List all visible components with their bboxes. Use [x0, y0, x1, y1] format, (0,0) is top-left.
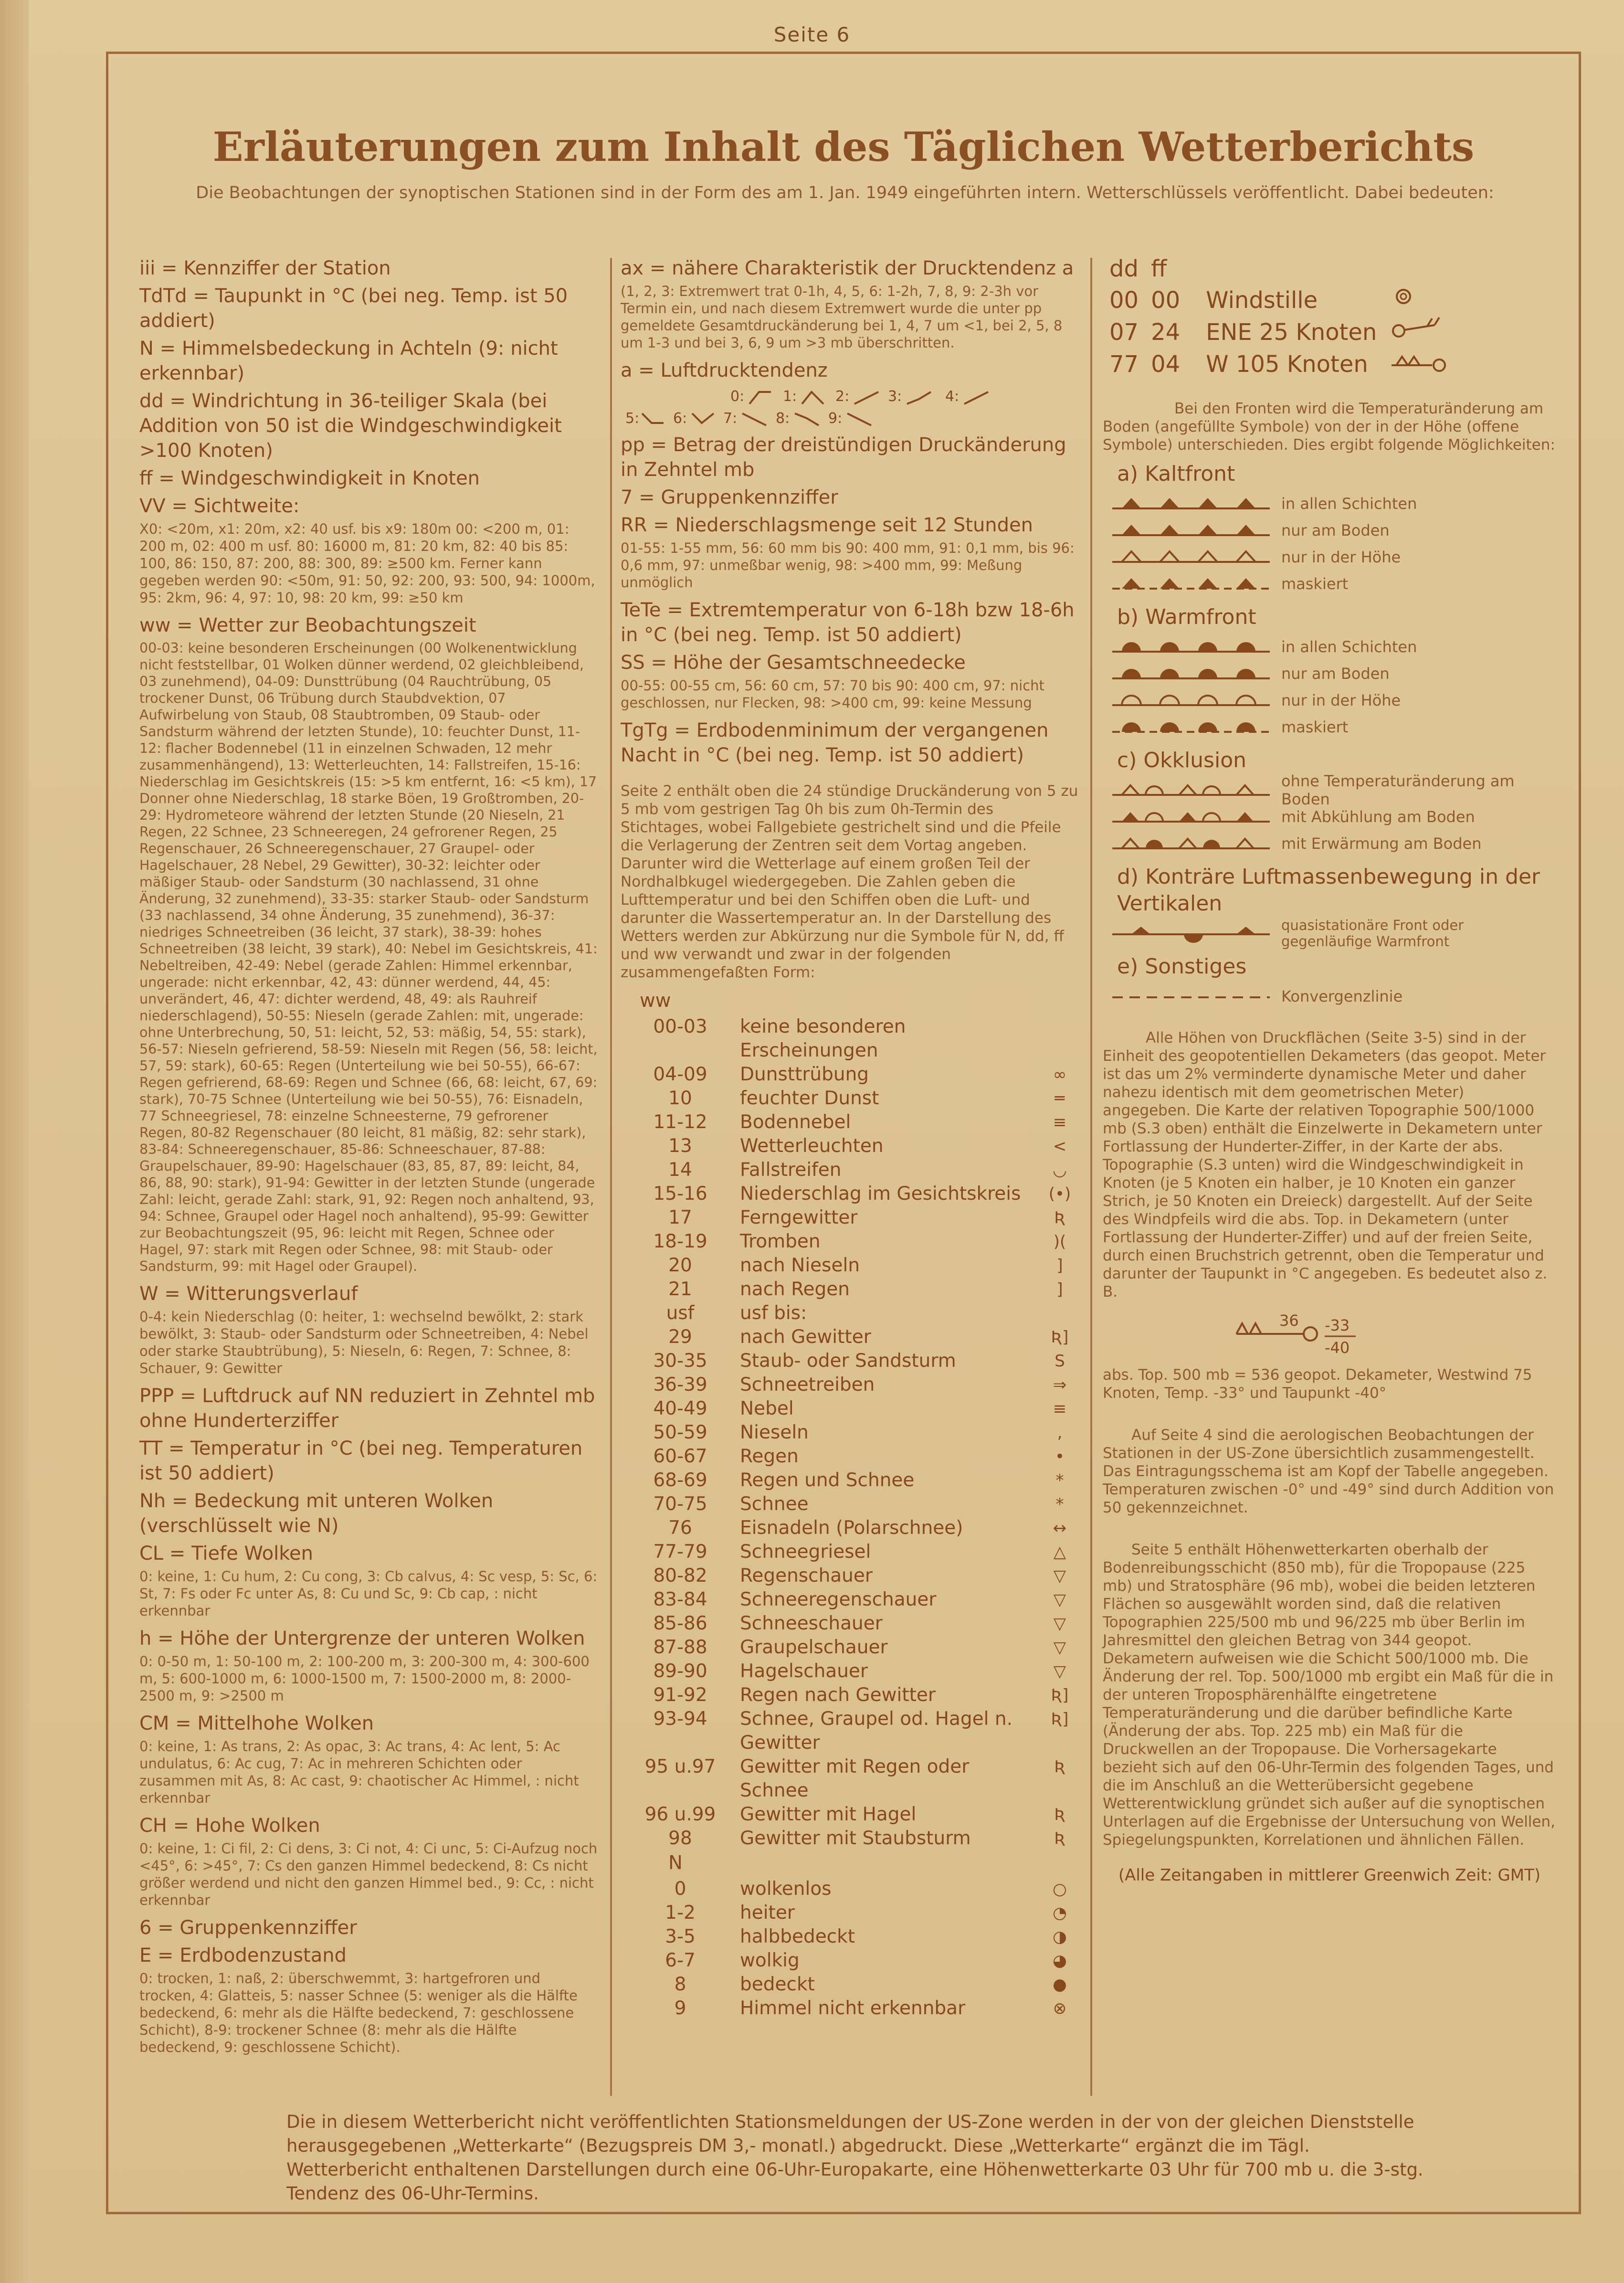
weather-symbol-icon [1041, 1301, 1079, 1325]
code-description: wolkig [740, 1950, 800, 1971]
weather-symbol-icon: ▽ [1053, 1614, 1066, 1633]
front-row [1112, 517, 1556, 544]
weather-symbol-icon: Ʀ] [1051, 1686, 1069, 1705]
code-description: halbbedeckt [740, 1926, 855, 1947]
wind-row [1104, 349, 1457, 380]
weather-symbol-icon: )( [1053, 1232, 1066, 1251]
page-number: Seite 6 [773, 23, 851, 46]
svg-text:8:: 8: [776, 410, 790, 427]
code-value: 40-49 [653, 1398, 707, 1419]
code-value: 9 [674, 1998, 686, 2019]
code-row [621, 1230, 1079, 1254]
svg-text:3:: 3: [888, 388, 902, 405]
wind-barb-icon [1383, 349, 1457, 380]
page-subtitle: Die Beobachtungen der synoptischen Stationen sind in der Form des am 1. Jan. 1949 eingeführten intern. Wetterschlüssels veröffentlicht. Dabei bedeuten: [196, 183, 1494, 202]
wind-ff: 00 [1151, 286, 1181, 314]
ww-label: ww [640, 990, 671, 1012]
wind-header-ff: ff [1151, 255, 1167, 282]
wind-row [1104, 285, 1457, 316]
code-description: feuchter Dunst [740, 1088, 879, 1109]
code-row [621, 1421, 1079, 1445]
weather-symbol-icon: ═ [1055, 1089, 1065, 1108]
front-row [1112, 830, 1556, 857]
svg-text:5:: 5: [625, 410, 640, 427]
code-description: Gewitter mit Staubsturm [740, 1828, 971, 1849]
weather-symbol-icon: ◕ [1053, 1951, 1067, 1970]
seite5-text: Seite 5 enthält Höhenwetterkarten oberhalb der Bodenreibungsschicht (850 mb), für die Tropopause (225 mb) und Stratosphäre (96 mb), wobei die beiden letzteren Flächen so ausgewählt worden sind, daß die relativen Topographien 225/500 mb und 96/225 mb über Berlin im Jahresmittel den gleichen Betrag von 344 geopot. Dekametern aufweisen wie die Schicht 500/1000 mb. Die Änderung der rel. Top. 500/1000 mb ergibt ein Maß für die in der unteren Troposphärenhälfte eingetretene Temperaturänderung und die darüber befindliche Karte (Änderung der abs. Top. 225 mb) ein Maß für die Druckwellen an der Tropopause. Die Vorhersagekarte bezieht sich auf den 06-Uhr-Termin des folgenden Tages, und die im Anschluß an die Wetterübersicht gegebene Wetterentwicklung gründet sich außer auf die synoptischen Unterlagen auf die Ergebnisse der Untersuchung von Wellen, Spiegelungspunkten, Korrelationen und ähnlichen Fällen. [1103, 1541, 1555, 1849]
code-value: 15-16 [653, 1183, 707, 1205]
code-description: Schneetreiben [740, 1374, 875, 1395]
weather-symbol-icon: ⇒ [1053, 1375, 1067, 1395]
code-row [621, 1397, 1079, 1421]
code-description: Tromben [740, 1231, 821, 1252]
code-description: Gewitter mit Hagel [740, 1804, 917, 1825]
code-row [621, 1901, 1079, 1925]
code-description: Ferngewitter [740, 1207, 858, 1228]
wind-row [1104, 317, 1457, 348]
code-row [621, 1588, 1079, 1612]
weather-symbol-icon: ● [1053, 1975, 1067, 1994]
front-label: quasistationäre Front oder gegenläufige Warmfront [1281, 917, 1464, 950]
def-tete: TeTe = Extremtemperatur von 6-18h bzw 18-6h in °C (bei neg. Temp. ist 50 addiert) [621, 599, 1075, 646]
example-height: 36 [1279, 1311, 1299, 1330]
code-description: nach Nieseln [740, 1255, 860, 1276]
code-description: Regen und Schnee [740, 1469, 915, 1491]
weather-symbol-icon: • [1055, 1447, 1065, 1466]
front-symbol-icon [1112, 924, 1270, 943]
ch-text: 0: keine, 1: Ci fil, 2: Ci dens, 3: Ci not, 4: Ci unc, 5: Ci-Aufzug noch <45°, 6: >45°, 7: Cs den ganzen Himmel bedeckend, 8: Cs nicht größer werdend und nicht den ganzen Himmel bed., 9: Cc, : nicht erkennbar [139, 1840, 598, 1908]
wind-table [1103, 253, 1458, 380]
front-row [1112, 660, 1556, 687]
front-label: nur in der Höhe [1281, 691, 1401, 709]
code-description: Wetterleuchten [740, 1135, 884, 1157]
weather-symbol-icon: ▽ [1053, 1566, 1066, 1585]
wind-dd: 00 [1109, 286, 1139, 314]
code-description: bedeckt [740, 1974, 815, 1995]
code-row [621, 1301, 1079, 1325]
code-description: Schnee, Graupel od. Hagel n. Gewitter [740, 1708, 1013, 1754]
def-cl: CL = Tiefe Wolken [139, 1543, 313, 1564]
code-value: 10 [668, 1088, 692, 1109]
wind-header-dd: dd [1109, 255, 1139, 282]
code-value: 68-69 [653, 1469, 707, 1491]
code-description: Schneeregenschauer [740, 1589, 937, 1610]
front-label: nur am Boden [1281, 665, 1390, 683]
wind-text: Windstille [1206, 286, 1318, 314]
page-edge [0, 0, 29, 2283]
front-symbol-icon [1112, 807, 1270, 826]
code-value: 6-7 [665, 1950, 696, 1971]
def-ss: SS = Höhe der Gesamtschneedecke [621, 652, 966, 674]
code-description: Himmel nicht erkennbar [740, 1998, 966, 2019]
def-n: N = Himmelsbedeckung in Achteln (9: nicht erkennbar) [139, 338, 558, 384]
def-pp: pp = Betrag der dreistündigen Druckänderung in Zehntel mb [621, 434, 1066, 481]
wind-text: ENE 25 Knoten [1206, 318, 1377, 346]
front-label: nur in der Höhe [1281, 548, 1401, 566]
code-description: heiter [740, 1902, 795, 1924]
code-description: Regen nach Gewitter [740, 1684, 936, 1706]
station-example-icon [1227, 1308, 1418, 1365]
def-7: 7 = Gruppenkennziffer [621, 486, 838, 508]
weather-symbol-icon: < [1053, 1137, 1067, 1156]
fronten-text: Bei den Fronten wird die Temperaturänderung am Boden (angefüllte Symbole) von der in der Höhe (offene Symbole) unterschieden. Dies ergibt folgende Möglichkeiten: [1103, 400, 1555, 454]
code-row [621, 1445, 1079, 1469]
convergence-line-icon [1112, 987, 1270, 1006]
n-code-table [621, 1877, 1079, 2020]
code-description: Eisnadeln (Polarschnee) [740, 1517, 963, 1539]
column-divider [1090, 258, 1092, 2096]
code-row [621, 1087, 1079, 1110]
weather-symbol-icon: , [1057, 1423, 1063, 1442]
code-description: nach Gewitter [740, 1326, 871, 1348]
code-value: 18-19 [653, 1231, 707, 1252]
code-value: 93-94 [653, 1708, 707, 1730]
code-value: 8 [674, 1974, 686, 1995]
ww-code-table [621, 1015, 1079, 1850]
code-row [621, 1540, 1079, 1564]
code-value: 17 [668, 1207, 692, 1228]
svg-text:0:: 0: [730, 388, 745, 405]
front-row [1112, 687, 1556, 714]
front-symbol-icon [1112, 834, 1270, 853]
code-value: 0 [674, 1878, 686, 1900]
example-dewpoint: -40 [1325, 1339, 1350, 1357]
code-row [621, 1134, 1079, 1158]
weather-symbol-icon [1041, 1015, 1079, 1063]
code-value: 89-90 [653, 1660, 707, 1682]
def-h: h = Höhe der Untergrenze der unteren Wolken [139, 1628, 585, 1649]
def-ax: ax = nähere Charakteristik der Drucktendenz a [621, 257, 1074, 279]
front-row [1112, 634, 1556, 660]
calm-symbol-icon [1383, 285, 1457, 316]
code-row [621, 1949, 1079, 1973]
front-row [1112, 983, 1556, 1010]
code-description: Schneegriesel [740, 1541, 871, 1563]
weather-symbol-icon: Ʀ [1054, 1208, 1065, 1227]
code-description: Staub- oder Sandsturm [740, 1350, 956, 1372]
w-heading: W = Witterungsverlauf [139, 1283, 358, 1305]
code-value: 13 [668, 1135, 692, 1157]
weather-symbol-icon: Ʀ [1054, 1757, 1065, 1776]
front-symbol-icon [1112, 637, 1270, 656]
code-row [621, 1278, 1079, 1301]
code-value: 1-2 [665, 1902, 696, 1924]
weather-symbol-icon: ▽ [1053, 1662, 1066, 1681]
code-value: 00-03 [653, 1016, 707, 1037]
code-row [621, 1182, 1079, 1206]
wind-ff: 24 [1151, 318, 1181, 346]
weather-symbol-icon: ○ [1053, 1880, 1067, 1899]
code-description: Regenschauer [740, 1565, 873, 1586]
kontraer-heading: d) Konträre Luftmassenbewegung in der Vertikalen [1117, 865, 1540, 916]
code-row [621, 1827, 1079, 1850]
code-description: Nebel [740, 1398, 794, 1419]
code-description: nach Regen [740, 1279, 850, 1300]
def-dd: dd = Windrichtung in 36-teiliger Skala (bei Addition von 50 ist die Windgeschwindigkeit >100 Knoten) [139, 390, 562, 462]
code-value: 14 [668, 1159, 692, 1181]
front-label: ohne Temperaturänderung am Boden [1281, 772, 1515, 808]
front-row [1112, 714, 1556, 740]
front-symbol-icon [1112, 494, 1270, 513]
weather-symbol-icon: (•) [1048, 1184, 1071, 1204]
code-value: 98 [668, 1828, 692, 1849]
code-row [621, 1158, 1079, 1182]
def-6: 6 = Gruppenkennziffer [139, 1917, 357, 1939]
code-value: 29 [668, 1326, 692, 1348]
code-value: usf [666, 1302, 695, 1324]
wind-dd: 07 [1109, 318, 1139, 346]
code-row [621, 1516, 1079, 1540]
front-label: in allen Schichten [1281, 495, 1417, 513]
code-row [621, 1925, 1079, 1949]
code-value: 04-09 [653, 1064, 707, 1085]
code-description: Hagelschauer [740, 1660, 868, 1682]
code-value: 70-75 [653, 1493, 707, 1515]
code-value: 11-12 [653, 1111, 707, 1133]
weather-symbol-icon: Ʀ [1054, 1829, 1065, 1848]
def-cm: CM = Mittelhohe Wolken [139, 1712, 374, 1734]
code-description: Fallstreifen [740, 1159, 842, 1181]
code-value: 95 u.97 [644, 1756, 716, 1777]
cm-text: 0: keine, 1: As trans, 2: As opac, 3: Ac trans, 4: Ac lent, 5: Ac undulatus, 6: Ac cug, 7: Ac in mehreren Schichten oder zusammen mit As, 8: Ac cast, 9: chaotischer Ac Himmel, : nicht erkennbar [139, 1738, 579, 1806]
code-value: 83-84 [653, 1589, 707, 1610]
weather-symbol-icon: * [1055, 1471, 1064, 1490]
def-ff: ff = Windgeschwindigkeit in Knoten [139, 467, 480, 489]
svg-text:6:: 6: [673, 410, 687, 427]
def-a: a = Luftdrucktendenz [621, 359, 828, 381]
code-description: Schnee [740, 1493, 809, 1515]
code-row [621, 1803, 1079, 1827]
wind-dd: 77 [1109, 350, 1139, 378]
def-iii: iii = Kennziffer der Station [139, 257, 391, 279]
weather-symbol-icon: ↔ [1053, 1519, 1067, 1538]
column-middle [621, 253, 1079, 2020]
weather-symbol-icon: ∞ [1053, 1065, 1067, 1084]
code-value: 30-35 [653, 1350, 707, 1372]
code-value: 3-5 [665, 1926, 696, 1947]
code-row [621, 1997, 1079, 2020]
def-tdtd: TdTd = Taupunkt in °C (bei neg. Temp. ist 50 addiert) [139, 285, 568, 332]
front-symbol-icon [1112, 664, 1270, 683]
code-row [621, 1564, 1079, 1588]
weather-symbol-icon: ◑ [1053, 1927, 1067, 1946]
page-title: Erläuterungen zum Inhalt des Täglichen Wetterberichts [212, 123, 1475, 170]
rr-text: 01-55: 1-55 mm, 56: 60 mm bis 90: 400 mm, 91: 0,1 mm, bis 96: 0,6 mm, 97: unmeßbar wenig, 98: >400 mm, 99: Meßung unmöglich [621, 540, 1075, 591]
front-row [1112, 544, 1556, 571]
code-value: 20 [668, 1255, 692, 1276]
abs-top-text: abs. Top. 500 mb = 536 geopot. Dekameter, Westwind 75 Knoten, Temp. -33° und Taupunkt -40° [1103, 1366, 1532, 1402]
kaltfront-heading: a) Kaltfront [1117, 462, 1235, 486]
code-description: Regen [740, 1446, 799, 1467]
code-description: Nieseln [740, 1422, 809, 1443]
weather-symbol-icon: * [1055, 1495, 1064, 1514]
svg-text:2:: 2: [835, 388, 850, 405]
h-text: 0: 0-50 m, 1: 50-100 m, 2: 100-200 m, 3: 200-300 m, 4: 300-600 m, 5: 600-1000 m, 6: 1000-1500 m, 7: 1500-2000 m, 8: 2000-2500 m, 9: >2500 m [139, 1653, 590, 1704]
footer-note: Die in diesem Wetterbericht nicht veröffentlichten Stationsmeldungen der US-Zone werden in der von der gleichen Dienststelle herausgegebenen „Wetterkarte“ (Bezugspreis DM 3,- monatl.) abgedruckt. Diese „Wetterkarte“ ergänzt die im Tägl. Wetterbericht enthaltenen Darstellungen durch eine 06-Uhr-Europakarte, eine Höhenwetterkarte 03 Uhr für 700 mb u. die 3-stg. Tendenz des 06-Uhr-Termins. [286, 2112, 1424, 2204]
station-example [1227, 1308, 1556, 1365]
def-ppp: PPP = Luftdruck auf NN reduziert in Zehntel mb ohne Hunderterziffer [139, 1385, 595, 1432]
code-row [621, 1063, 1079, 1087]
code-row [621, 1349, 1079, 1373]
code-description: Bodennebel [740, 1111, 851, 1133]
wind-barb-icon [1383, 317, 1457, 348]
front-label: in allen Schichten [1281, 638, 1417, 656]
front-label: nur am Boden [1281, 521, 1390, 539]
ww-heading: ww = Wetter zur Beobachtungszeit [139, 614, 476, 636]
code-description: usf bis: [740, 1302, 807, 1324]
front-label: maskiert [1281, 718, 1349, 736]
code-row [621, 1612, 1079, 1636]
front-symbol-icon [1112, 781, 1270, 800]
wind-ff: 04 [1151, 350, 1181, 378]
code-value: 80-82 [653, 1565, 707, 1586]
tendency-symbols [621, 385, 1050, 428]
code-row [621, 1373, 1079, 1397]
code-row [621, 1659, 1079, 1683]
svg-text:1:: 1: [783, 388, 797, 405]
code-row [621, 1015, 1079, 1063]
weather-symbol-icon: ◔ [1053, 1903, 1067, 1923]
front-row [1112, 490, 1556, 517]
code-row [621, 1206, 1079, 1230]
wind-text: W 105 Knoten [1206, 350, 1368, 378]
ax-text: (1, 2, 3: Extremwert trat 0-1h, 4, 5, 6: 1-2h, 7, 8, 9: 2-3h vor Termin ein, und nach diesem Extremwert wurde die unter pp gemeldete Gesamtdruckänderung bei 1, 4, 7 um <1, bei 2, 5, 8 um 1-3 und bei 3, 6, 9 um >3 mb überschritten. [621, 283, 1063, 351]
code-value: 76 [668, 1517, 692, 1539]
weather-symbol-icon: ≡ [1053, 1399, 1067, 1418]
front-label: maskiert [1281, 575, 1349, 593]
front-symbol-icon [1112, 521, 1270, 540]
front-symbol-icon [1112, 574, 1270, 593]
code-row [621, 1110, 1079, 1134]
def-vv: VV = Sichtweite: [139, 495, 300, 517]
code-description: Schneeschauer [740, 1613, 883, 1634]
code-value: 91-92 [653, 1684, 707, 1706]
code-value: 96 u.99 [644, 1804, 716, 1825]
def-nh: Nh = Bedeckung mit unteren Wolken (verschlüsselt wie N) [139, 1490, 494, 1537]
def-rr: RR = Niederschlagsmenge seit 12 Stunden [621, 514, 1033, 536]
front-symbol-icon [1112, 718, 1270, 737]
n-label: N [668, 1852, 683, 1874]
example-temp: -33 [1325, 1316, 1350, 1334]
def-tt: TT = Temperatur in °C (bei neg. Temperaturen ist 50 addiert) [139, 1437, 583, 1484]
code-value: 60-67 [653, 1446, 707, 1467]
front-label: Konvergenzlinie [1281, 987, 1403, 1005]
code-row [621, 1755, 1079, 1803]
weather-symbol-icon: ◡ [1053, 1161, 1067, 1180]
code-value: 87-88 [653, 1637, 707, 1658]
sonstiges-heading: e) Sonstiges [1117, 954, 1247, 979]
def-tgtg: TgTg = Erdbodenminimum der vergangenen Nacht in °C (bei neg. Temp. ist 50 addiert) [621, 719, 1049, 766]
front-label: mit Erwärmung am Boden [1281, 835, 1482, 853]
front-symbol-icon [1112, 691, 1270, 710]
weather-symbol-icon: ▽ [1053, 1590, 1066, 1609]
column-divider [610, 258, 612, 2096]
code-row [621, 1683, 1079, 1707]
ww-text: 00-03: keine besonderen Erscheinungen (00 Wolkenentwicklung nicht feststellbar, 01 Wolken dünner werdend, 02 gleichbleibend, 03 zunehmend), 04-09: Dunsttrübung (04 Rauchtrübung, 05 trockener Dunst, 06 Trübung durch Staubdvektion, 07 Aufwirbelung von Staub, 08 Staubtromben, 09 Staub- oder Sandsturm während der letzten Stunde), 10: feuchter Dunst, 11-12: flacher Bodennebel (11 in einzelnen Schwaden, 12 mehr zusammenhängend), 13: Wetterleuchten, 14: Fallstreifen, 15-16: Niederschlag im Gesichtskreis (15: >5 km entfernt, 16: <5 km), 17 Donner ohne Niederschlag, 18 starke Böen, 19 Großtromben, 20-29: Hydrometeore während der letzten Stunde (20 Nieseln, 21 Regen, 22 Schnee, 23 Schneeregen, 24 gefrorener Regen, 25 Regenschauer, 26 Schneeregenschauer, 27 Graupel- oder Hagelschauer, 28 Nebel, 29 Gewitter), 30-32: leichter oder mäßiger Staub- oder Sandsturm (30 nachlassend, 31 ohne Änderung, 32 zunehmend), 33-35: starker Staub- oder Sandsturm (33 nachlassend, 34 ohne Änderung, 35 zunehmend), 36-37: niedriges Schneetreiben (36 leicht, 37 stark), 38-39: hohes Schneetreiben (38 leicht, 39 stark), 40: Nebel im Gesichtskreis, 41: Nebeltreiben, 42-49: Nebel (gerade Zahlen: Himmel erkennbar, ungerade: nicht erkennbar, 42, 43: dünner werdend, 44, 45: unverändert, 46, 47: dichter werdend, 48, 49: als Rauhreif niederschlagend), 50-55: Nieseln (gerade Zahlen: mit, ungerade: ohne Unterbrechung, 50, 51: leicht, 52, 53: mäßig, 54, 55: stark), 56-57: Nieseln gefrierend, 58-59: Nieseln mit Regen (56, 58: leicht, 57, 59: stark), 60-65: Regen (Unterteilung wie bei 50-55), 66-67: Regen gefrierend, 68-69: Regen und Schnee (66, 68: leicht, 67, 69: stark), 70-75 Schnee (Unterteilung wie bei 50-55), 76: Eisnadeln, 77 Schneegriesel, 78: einzelne Schneesterne, 79 gefrorener Regen, 80-82 Regenschauer (80 leicht, 81 mäßig, 82: sehr stark), 83-84: Schneeregenschauer, 85-86: Schneeschauer, 87-88: Graupelschauer, 89-90: Hagelschauer (83, 85, 87, 89: leicht, 84, 86, 88, 90: stark), 91-94: Gewitter in der letzten Stunde (ungerade Zahl: leicht, gerade Zahl: stark, 91, 92: Regen noch anhaltend, 93, 94: Schnee, Graupel oder Hagel noch anhaltend), 95-99: Gewitter zur Beobachtungszeit (95, 96: leicht mit Regen, Schnee oder Hagel, 97: stark mit Regen oder Schnee, 98: mit Staub- oder Sandsturm, 99: mit Hagel oder Graupel). [139, 640, 598, 1274]
weather-symbol-icon: ▽ [1053, 1638, 1066, 1657]
front-row [1112, 917, 1556, 950]
weather-symbol-icon: ] [1056, 1280, 1063, 1299]
seite2-text: Seite 2 enthält oben die 24 stündige Druckänderung von 5 zu 5 mb vom gestrigen Tag 0h bis zum 0h-Termin des Stichtages, wobei Fallgebiete gestrichelt sind und die Pfeile die Verlagerung der Zentren seit dem Vortag angeben. Darunter wird die Wetterlage auf einem großen Teil der Nordhalbkugel wiedergegeben. Die Zahlen geben die Lufttemperatur und bei den Schiffen oben die Luft- und darunter die Wassertemperatur an. In der Darstellung des Wetters werden zur Abkürzung nur die Symbole für N, dd, ff und ww verwandt und zwar in der folgenden zusammengefaßten Form: [621, 782, 1078, 981]
code-description: Graupelschauer [740, 1637, 888, 1658]
code-description: Dunsttrübung [740, 1064, 869, 1085]
code-value: 77-79 [653, 1541, 707, 1563]
weather-symbol-icon: ⊗ [1053, 1999, 1067, 2018]
e-text: 0: trocken, 1: naß, 2: überschwemmt, 3: hartgefroren und trocken, 4: Glatteis, 5: nasser Schnee (5: weniger als die Hälfte bedeckend, 6: mehr als die Hälfte bedeckend, 7: geschlossene Schicht), 8-9: trockener Schnee (8: mehr als die Hälfte bedeckend, 9: geschlossene Schicht). [139, 1970, 578, 2055]
weather-symbol-icon: S [1055, 1352, 1065, 1371]
code-value: 36-39 [653, 1374, 707, 1395]
hoehen-text: Alle Höhen von Druckflächen (Seite 3-5) sind in der Einheit des geopotentiellen Dekameters (das geopot. Meter ist das um 2% verminderte dynamische Meter und daher nahezu identisch mit dem geometrischen Meter) angegeben. Die Karte der relativen Topographie 500/1000 mb (S.3 oben) enthält die Einzelwerte in Dekametern unter Fortlassung der Hunderter-Ziffer, in der Karte der abs. Topographie (S.3 unten) wird die Windgeschwindigkeit in Knoten (je 5 Knoten ein halber, je 10 Knoten ein ganzer Strich, je 50 Knoten ein Dreieck) dargestellt. Auf der Seite des Windpfeils wird die abs. Top. in Dekametern (unter Fortlassung der Hunderter-Ziffer) und auf der freien Seite, durch einen Bruchstrich getrennt, oben die Temperatur und darunter der Taupunkt in °C angegeben. Es bedeutet also z. B. [1103, 1029, 1548, 1300]
svg-text:4:: 4: [945, 388, 960, 405]
svg-text:9:: 9: [828, 410, 843, 427]
weather-symbol-icon: Ʀ] [1051, 1710, 1069, 1729]
ss-text: 00-55: 00-55 cm, 56: 60 cm, 57: 70 bis 90: 400 cm, 97: nicht geschlossen, nur Flecken, 98: >400 cm, 99: keine Messung [621, 677, 1044, 711]
code-description: Niederschlag im Gesichtskreis [740, 1183, 1021, 1205]
weather-symbol-icon: Ʀ [1054, 1805, 1065, 1824]
def-ch: CH = Hohe Wolken [139, 1815, 320, 1837]
warmfront-heading: b) Warmfront [1117, 605, 1256, 629]
weather-symbol-icon: ] [1056, 1256, 1063, 1275]
code-row [621, 1877, 1079, 1901]
front-row [1112, 571, 1556, 597]
code-row [621, 1973, 1079, 1997]
code-row [621, 1254, 1079, 1278]
code-row [621, 1492, 1079, 1516]
code-value: 50-59 [653, 1422, 707, 1443]
weather-symbol-icon: △ [1053, 1543, 1066, 1562]
code-value: 21 [668, 1279, 692, 1300]
zeitangaben: (Alle Zeitangaben in mittlerer Greenwich Zeit: GMT) [1118, 1866, 1541, 1885]
code-description: Gewitter mit Regen oder Schnee [740, 1756, 970, 1801]
column-right [1103, 253, 1556, 1887]
code-row [621, 1707, 1079, 1755]
weather-symbol-icon: Ʀ] [1051, 1328, 1069, 1347]
cl-text: 0: keine, 1: Cu hum, 2: Cu cong, 3: Cb calvus, 4: Sc vesp, 5: Sc, 6: St, 7: Fs oder Fc unter As, 8: Cu und Sc, 9: Cb cap, : nicht erkennbar [139, 1568, 598, 1619]
column-left [139, 253, 598, 2062]
front-symbol-icon [1112, 548, 1270, 567]
svg-text:7:: 7: [723, 410, 738, 427]
code-row [621, 1325, 1079, 1349]
vv-text: X0: <20m, x1: 20m, x2: 40 usf. bis x9: 180m 00: <200 m, 01: 200 m, 02: 400 m usf. 80: 16000 m, 81: 20 km, 82: 40 bis 85: 100, 86: 150, 87: 200, 88: 300, 89: ≥500 km. Ferner kann gegeben werden 90: <50m, 91: 50, 92: 200, 93: 500, 94: 1000m, 95: 2km, 96: 4, 97: 10, 98: 20 km, 99: ≥50 km [139, 521, 595, 606]
w-text: 0-4: kein Niederschlag (0: heiter, 1: wechselnd bewölkt, 2: stark bewölkt, 3: Staub- oder Sandsturm oder Schneetreiben, 4: Nebel oder starke Staubtrübung), 5: Nieseln, 6: Regen, 7: Schnee, 8: Schauer, 9: Gewitter [139, 1309, 589, 1376]
code-row [621, 1469, 1079, 1492]
okklusion-heading: c) Okklusion [1117, 748, 1247, 772]
code-description: wolkenlos [740, 1878, 832, 1900]
code-row [621, 1636, 1079, 1659]
front-label: mit Abkühlung am Boden [1281, 808, 1475, 826]
seite4-text: Auf Seite 4 sind die aerologischen Beobachtungen der Stationen in der US-Zone übersichtlich zusammengestellt. Das Eintragungsschema ist am Kopf der Tabelle angegeben. Temperaturen zwischen -0° und -49° sind durch Addition von 50 gekennzeichnet. [1103, 1427, 1554, 1516]
def-e: E = Erdbodenzustand [139, 1945, 347, 1966]
weather-symbol-icon: ≡ [1053, 1113, 1067, 1132]
front-row [1112, 772, 1556, 808]
code-value: 85-86 [653, 1613, 707, 1634]
code-description: keine besonderen Erscheinungen [740, 1016, 906, 1061]
